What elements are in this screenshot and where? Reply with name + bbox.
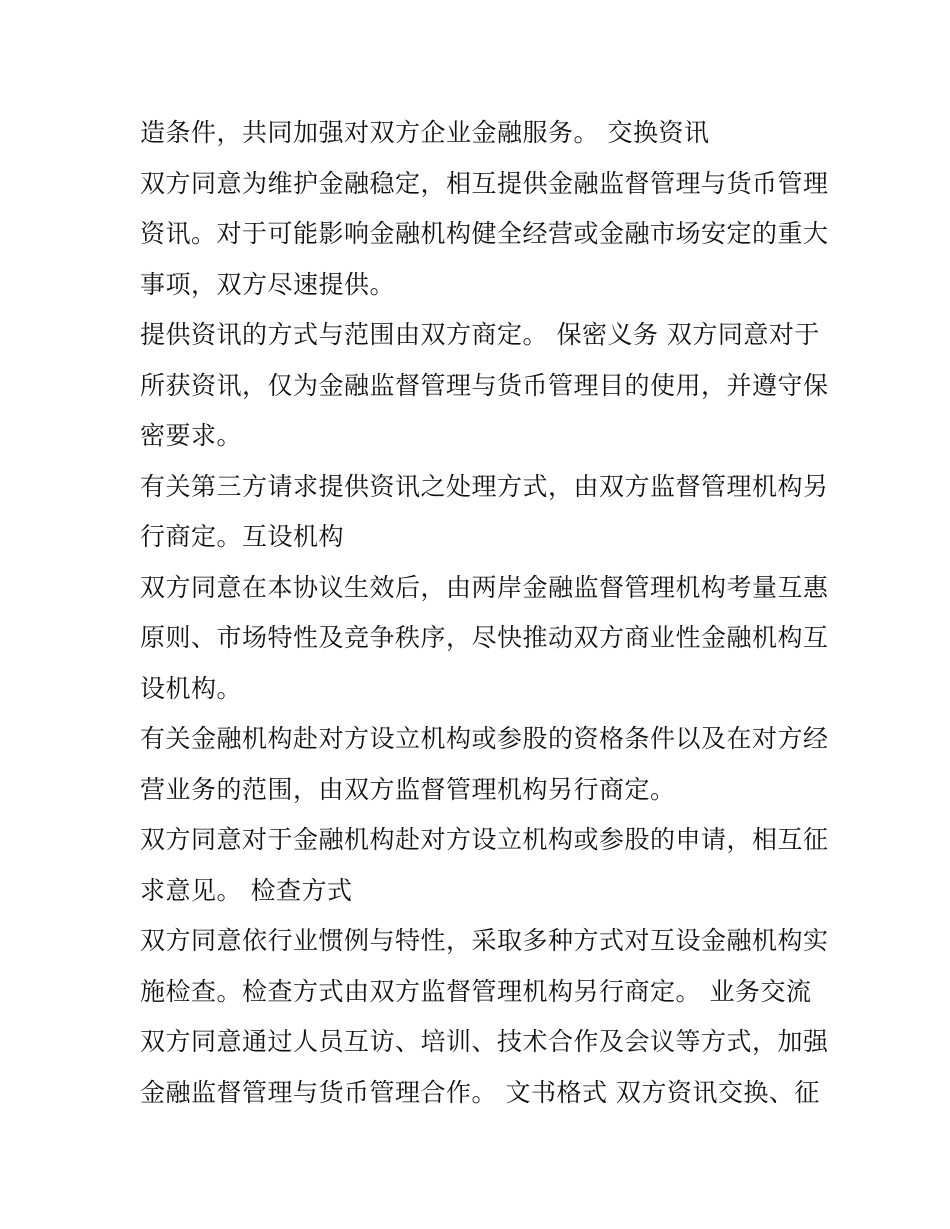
text-line: 求意见。 检查方式: [140, 875, 353, 905]
text-line: 事项，双方尽速提供。: [140, 269, 396, 299]
text-line: 原则、市场特性及竞争秩序，尽快推动双方商业性金融机构互: [140, 623, 829, 652]
text-line: 金融监督管理与货币管理合作。 文书格式 双方资讯交换、征: [140, 1077, 820, 1107]
text-line: 施检查。检查方式由双方监督管理机构另行商定。 业务交流: [140, 976, 812, 1006]
text-line: 设机构。: [140, 673, 243, 703]
text-line: 所获资讯，仅为金融监督管理与货币管理目的使用，并遵守保: [140, 370, 829, 400]
text-line: 双方同意通过人员互访、培训、技术合作及会议等方式，加强: [140, 1027, 829, 1056]
text-line: 密要求。: [140, 421, 243, 450]
text-line: 行商定。互设机构: [140, 522, 345, 551]
text-line: 营业务的范围，由双方监督管理机构另行商定。: [140, 774, 676, 804]
text-line: 双方同意对于金融机构赴对方设立机构或参股的申请，相互征: [140, 825, 829, 854]
document-body: [140, 108, 829, 1118]
text-line: 有关金融机构赴对方设立机构或参股的资格条件以及在对方经: [140, 724, 829, 753]
text-line: 双方同意在本协议生效后，由两岸金融监督管理机构考量互惠: [140, 572, 829, 602]
text-line: 造条件，共同加强对双方企业金融服务。 交换资讯: [140, 118, 710, 147]
text-line: 双方同意依行业惯例与特性，采取多种方式对互设金融机构实: [140, 926, 829, 955]
text-line: 提供资讯的方式与范围由双方商定。 保密义务 双方同意对于: [140, 320, 820, 349]
text-line: 资讯。对于可能影响金融机构健全经营或金融市场安定的重大: [140, 219, 829, 248]
text-line: 有关第三方请求提供资讯之处理方式，由双方监督管理机构另: [140, 471, 829, 501]
text-line: 双方同意为维护金融稳定，相互提供金融监督管理与货币管理: [140, 168, 829, 198]
